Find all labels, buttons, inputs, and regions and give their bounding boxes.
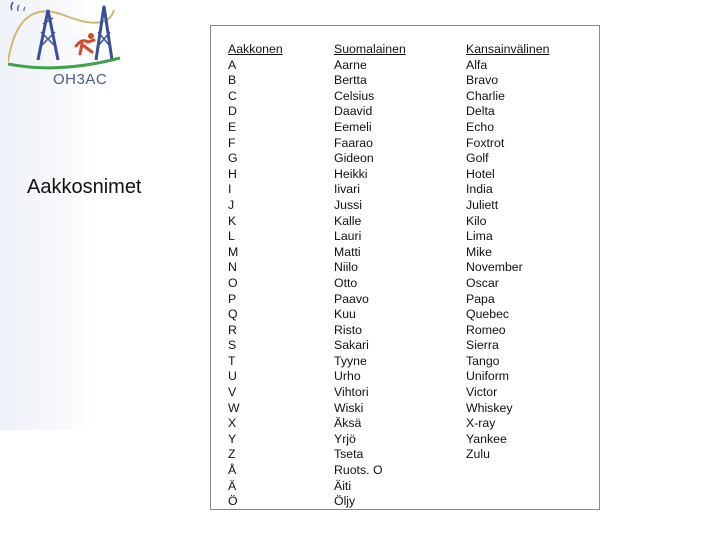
finnish-name-cell: Otto	[334, 275, 358, 290]
finnish-name-cell: Aarne	[334, 57, 367, 72]
finnish-name-cell: Gideon	[334, 151, 374, 166]
letter-cell: Ä	[228, 478, 237, 493]
letter-cell: C	[228, 88, 237, 103]
finnish-column	[334, 42, 406, 510]
international-name-cell: Victor	[466, 385, 498, 400]
finnish-name-cell: Sakari	[334, 338, 369, 353]
finnish-name-cell: Wiski	[334, 400, 364, 415]
international-name-cell: Golf	[466, 151, 489, 166]
letter-cell: R	[228, 322, 237, 337]
letter-cell: K	[228, 213, 237, 228]
finnish-name-cell: Risto	[334, 322, 363, 337]
letter-cell: O	[228, 275, 238, 290]
letter-cell: E	[228, 119, 237, 134]
letter-cell: D	[228, 104, 237, 119]
finnish-header: Suomalainen	[334, 42, 406, 56]
finnish-name-cell: Äiti	[334, 478, 352, 493]
letter-cell: S	[228, 338, 237, 353]
international-name-cell: Oscar	[466, 275, 499, 290]
alphabet-table	[210, 25, 600, 510]
finnish-name-cell: Iivari	[334, 182, 360, 197]
finnish-name-cell: Kuu	[334, 307, 356, 322]
international-header: Kansainvälinen	[466, 42, 550, 56]
international-name-cell: Juliett	[466, 197, 499, 212]
international-name-cell: November	[466, 260, 523, 275]
international-name-cell: Papa	[466, 291, 495, 306]
finnish-name-cell: Matti	[334, 244, 361, 259]
international-name-cell: Bravo	[466, 73, 499, 88]
letter-cell: X	[228, 416, 237, 431]
international-name-cell: Tango	[466, 353, 500, 368]
finnish-name-cell: Vihtori	[334, 385, 369, 400]
letter-cell: Å	[228, 463, 237, 478]
international-name-cell: Echo	[466, 119, 495, 134]
club-logo	[8, 2, 126, 97]
international-name-cell: Charlie	[466, 88, 505, 103]
finnish-name-cell: Lauri	[334, 229, 362, 244]
finnish-name-cell: Yrjö	[334, 431, 356, 446]
page-title: Aakkosnimet	[27, 176, 142, 198]
letter-cell: Y	[228, 431, 237, 446]
international-name-cell: X-ray	[466, 416, 496, 431]
letter-cell: V	[228, 385, 237, 400]
finnish-name-cell: Faarao	[334, 135, 373, 150]
letter-cell: M	[228, 244, 239, 259]
finnish-name-cell: Jussi	[334, 197, 363, 212]
letter-cell: B	[228, 73, 237, 88]
finnish-name-cell: Niilo	[334, 260, 358, 275]
finnish-name-cell: Bertta	[334, 73, 367, 88]
finnish-name-cell: Urho	[334, 369, 361, 384]
letters-column	[228, 42, 283, 510]
letter-cell: I	[228, 182, 232, 197]
international-name-cell: Hotel	[466, 166, 495, 181]
international-name-cell: India	[466, 182, 493, 197]
letter-cell: L	[228, 229, 235, 244]
letter-cell: A	[228, 57, 237, 72]
finnish-name-cell: Öljy	[334, 494, 356, 509]
letter-cell: T	[228, 353, 236, 368]
finnish-name-cell: Paavo	[334, 291, 369, 306]
letter-cell: H	[228, 166, 237, 181]
letter-cell: U	[228, 369, 237, 384]
international-name-cell: Zulu	[466, 447, 490, 462]
finnish-name-cell: Celsius	[334, 88, 375, 103]
letter-cell: J	[228, 197, 235, 212]
international-name-cell: Romeo	[466, 322, 506, 337]
letter-cell: Q	[228, 307, 238, 322]
finnish-name-cell: Daavid	[334, 104, 373, 119]
finnish-name-cell: Heikki	[334, 166, 368, 181]
letters-header: Aakkonen	[228, 42, 283, 56]
finnish-name-cell: Eemeli	[334, 119, 372, 134]
international-name-cell: Uniform	[466, 369, 510, 384]
international-name-cell: Delta	[466, 104, 495, 119]
letter-cell: Ö	[228, 494, 238, 509]
international-name-cell: Yankee	[466, 431, 507, 446]
international-name-cell: Alfa	[466, 57, 488, 72]
letter-cell: F	[228, 135, 236, 150]
finnish-name-cell: Äksä	[334, 416, 362, 431]
letter-cell: Z	[228, 447, 236, 462]
international-name-cell: Quebec	[466, 307, 510, 322]
international-name-cell: Mike	[466, 244, 492, 259]
international-name-cell: Kilo	[466, 213, 487, 228]
international-column	[466, 42, 549, 463]
letter-cell: P	[228, 291, 237, 306]
logo-text: OH3AC	[53, 71, 108, 88]
finnish-name-cell: Tyyne	[334, 353, 367, 368]
finnish-name-cell: Tseta	[334, 447, 364, 462]
finnish-name-cell: Ruots. O	[334, 463, 383, 478]
international-name-cell: Sierra	[466, 338, 499, 353]
letter-cell: W	[228, 400, 240, 415]
international-name-cell: Foxtrot	[466, 135, 505, 150]
international-name-cell: Whiskey	[466, 400, 513, 415]
letter-cell: N	[228, 260, 237, 275]
letter-cell: G	[228, 151, 238, 166]
international-name-cell: Lima	[466, 229, 493, 244]
finnish-name-cell: Kalle	[334, 213, 362, 228]
